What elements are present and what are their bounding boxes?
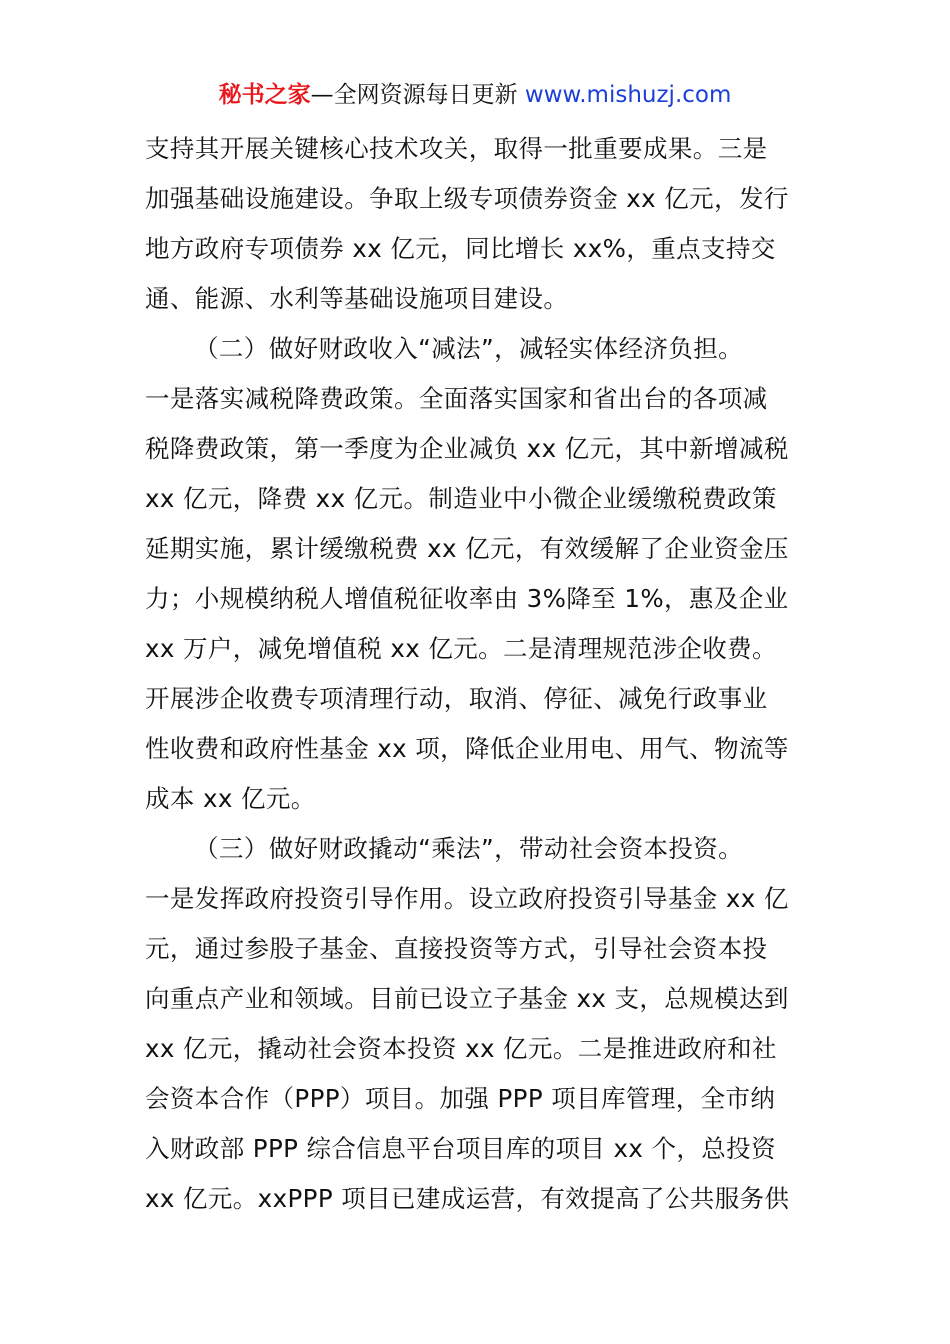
text-line: 向重点产业和领域。目前已设立子基金 xx 支，总规模达到 — [145, 984, 789, 1013]
text-line: xx 亿元，撬动社会资本投资 xx 亿元。二是推进政府和社 — [145, 1034, 777, 1063]
text-line: 性收费和政府性基金 xx 项，降低企业用电、用气、物流等 — [145, 734, 789, 763]
site-url-link[interactable]: www.mishuzj.com — [524, 82, 732, 108]
text-line: 入财政部 PPP 综合信息平台项目库的项目 xx 个，总投资 — [145, 1134, 776, 1163]
text-line: 通、能源、水利等基础设施项目建设。 — [145, 284, 569, 313]
site-header — [0, 78, 950, 112]
text-line: 地方政府专项债券 xx 亿元，同比增长 xx%，重点支持交 — [145, 234, 776, 263]
text-line: 成本 xx 亿元。 — [145, 784, 316, 813]
brand-name: 秘书之家 — [218, 82, 311, 108]
text-line: 延期实施，累计缓缴税费 xx 亿元，有效缓解了企业资金压 — [145, 534, 789, 563]
text-line: 一是落实减税降费政策。全面落实国家和省出台的各项减 — [145, 384, 768, 413]
text-line: 开展涉企收费专项清理行动，取消、停征、减免行政事业 — [145, 684, 768, 713]
section-heading-3: （三）做好财政撬动“乘法”，带动社会资本投资。 — [194, 834, 744, 863]
text-line: 加强基础设施建设。争取上级专项债券资金 xx 亿元，发行 — [145, 184, 789, 213]
text-line: xx 万户，减免增值税 xx 亿元。二是清理规范涉企收费。 — [145, 634, 777, 663]
document-body — [145, 124, 810, 1224]
section-heading-2: （二）做好财政收入“减法”，减轻实体经济负担。 — [194, 334, 744, 363]
text-line: xx 亿元。xxPPP 项目已建成运营，有效提高了公共服务供 — [145, 1184, 790, 1213]
text-line: 一是发挥政府投资引导作用。设立政府投资引导基金 xx 亿 — [145, 884, 789, 913]
text-line: 支持其开展关键核心技术攻关，取得一批重要成果。三是 — [145, 134, 768, 163]
text-line: 力；小规模纳税人增值税征收率由 3%降至 1%，惠及企业 — [145, 584, 789, 613]
text-line: 元，通过参股子基金、直接投资等方式，引导社会资本投 — [145, 934, 768, 963]
text-line: xx 亿元，降费 xx 亿元。制造业中小微企业缓缴税费政策 — [145, 484, 777, 513]
text-line: 会资本合作（PPP）项目。加强 PPP 项目库管理，全市纳 — [145, 1084, 776, 1113]
header-tagline: —全网资源每日更新 — [310, 82, 518, 108]
text-line: 税降费政策，第一季度为企业减负 xx 亿元，其中新增减税 — [145, 434, 789, 463]
